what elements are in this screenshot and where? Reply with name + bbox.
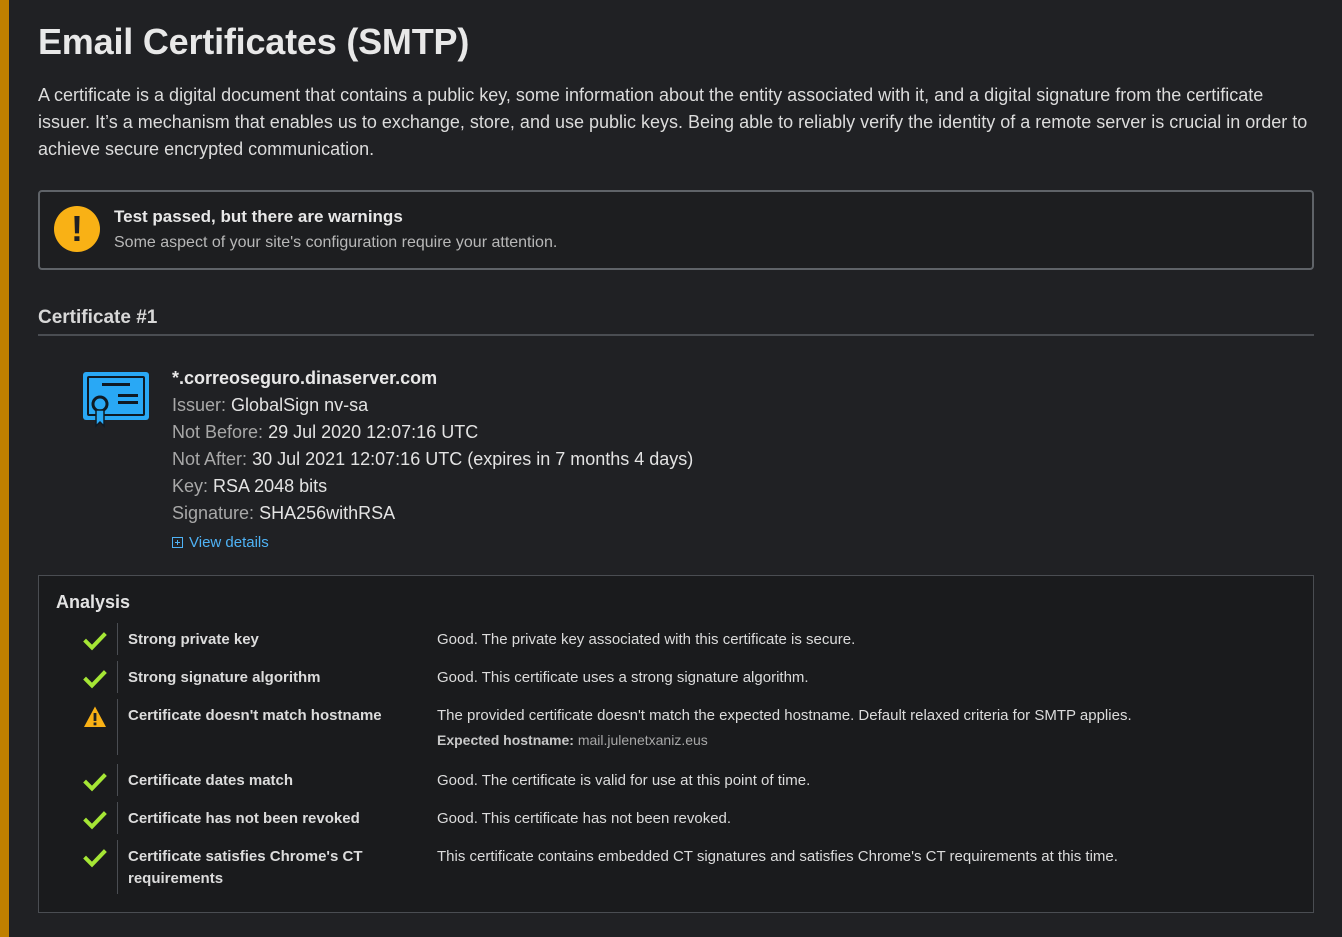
analysis-title: Analysis	[56, 592, 131, 612]
not-after-line	[172, 446, 693, 473]
expected-hostname-value: mail.julenetxaniz.eus	[573, 732, 708, 748]
key-label: Key:	[172, 476, 209, 496]
check-description-text: Good. This certificate uses a strong signature algorithm.	[437, 669, 809, 686]
not-after-value: 30 Jul 2021 12:07:16 UTC (expires in 7 months 4 days)	[252, 449, 694, 469]
expand-plus-icon	[172, 537, 183, 548]
check-description-text: Good. The private key associated with this certificate is secure.	[437, 631, 856, 648]
check-description-text: This certificate contains embedded CT signatures and satisfies Chrome's CT requirements at this time.	[437, 848, 1118, 865]
certificate-common-name: *.correoseguro.dinaserver.com	[172, 368, 438, 388]
check-description	[437, 846, 1297, 868]
not-before-label: Not Before:	[172, 422, 264, 442]
expected-hostname	[437, 729, 1297, 751]
exclamation-icon: !	[54, 206, 100, 252]
check-name: Certificate doesn't match hostname	[128, 707, 382, 724]
check-description-text: The provided certificate doesn't match the expected hostname. Default relaxed criteria for SMTP applies.	[437, 707, 1132, 724]
intro-text: A certificate is a digital document that contains a public key, some information about the entity associated with it, and a digital signature from the certificate issuer. It’s a mechanism that enables us to exchange, store, and use public keys. Being able to reliably verify the identity of a remote server is crucial in order to achieve secure encrypted communication.	[38, 85, 1308, 159]
check-name: Certificate satisfies Chrome's CT requirements	[128, 848, 363, 887]
expected-hostname-label: Expected hostname:	[437, 732, 574, 748]
alert-text: Some aspect of your site's configuration require your attention.	[114, 234, 558, 251]
check-description-text: Good. The certificate is valid for use at this point of time.	[437, 772, 811, 789]
view-details-link[interactable]	[172, 529, 269, 556]
key-line	[172, 473, 693, 500]
divider	[38, 334, 1314, 336]
warning-alert	[38, 190, 1314, 270]
check-description	[437, 629, 1297, 651]
status-accent-bar	[0, 0, 9, 937]
warning-icon	[83, 705, 107, 729]
issuer-line	[172, 392, 693, 419]
check-name: Certificate dates match	[128, 772, 294, 789]
signature-label: Signature:	[172, 503, 255, 523]
alert-title: Test passed, but there are warnings	[114, 207, 403, 226]
row-divider	[117, 699, 118, 755]
check-icon	[83, 770, 107, 794]
view-details-label: View details	[189, 534, 269, 551]
check-description	[437, 770, 1297, 792]
key-value: RSA 2048 bits	[213, 476, 328, 496]
certificate-icon	[82, 370, 150, 428]
check-description	[437, 705, 1297, 751]
row-divider	[117, 764, 118, 796]
not-after-label: Not After:	[172, 449, 248, 469]
row-divider	[117, 840, 118, 894]
check-description	[437, 808, 1297, 830]
certificate-info	[172, 365, 693, 556]
certificate-heading: Certificate #1	[38, 307, 158, 328]
row-divider	[117, 802, 118, 834]
check-icon	[83, 808, 107, 832]
row-divider	[117, 661, 118, 693]
row-divider	[117, 623, 118, 655]
check-name: Strong signature algorithm	[128, 669, 321, 686]
not-before-value: 29 Jul 2020 12:07:16 UTC	[268, 422, 479, 442]
check-icon	[83, 667, 107, 691]
check-icon	[83, 629, 107, 653]
issuer-label: Issuer:	[172, 395, 227, 415]
issuer-value: GlobalSign nv-sa	[231, 395, 369, 415]
check-description	[437, 667, 1297, 689]
page-title: Email Certificates (SMTP)	[38, 21, 470, 62]
signature-value: SHA256withRSA	[259, 503, 396, 523]
check-name: Certificate has not been revoked	[128, 810, 360, 827]
check-icon	[83, 846, 107, 870]
signature-line	[172, 500, 693, 527]
check-description-text: Good. This certificate has not been revoked.	[437, 810, 732, 827]
check-name: Strong private key	[128, 631, 259, 648]
analysis-panel	[38, 575, 1314, 913]
not-before-line	[172, 419, 693, 446]
